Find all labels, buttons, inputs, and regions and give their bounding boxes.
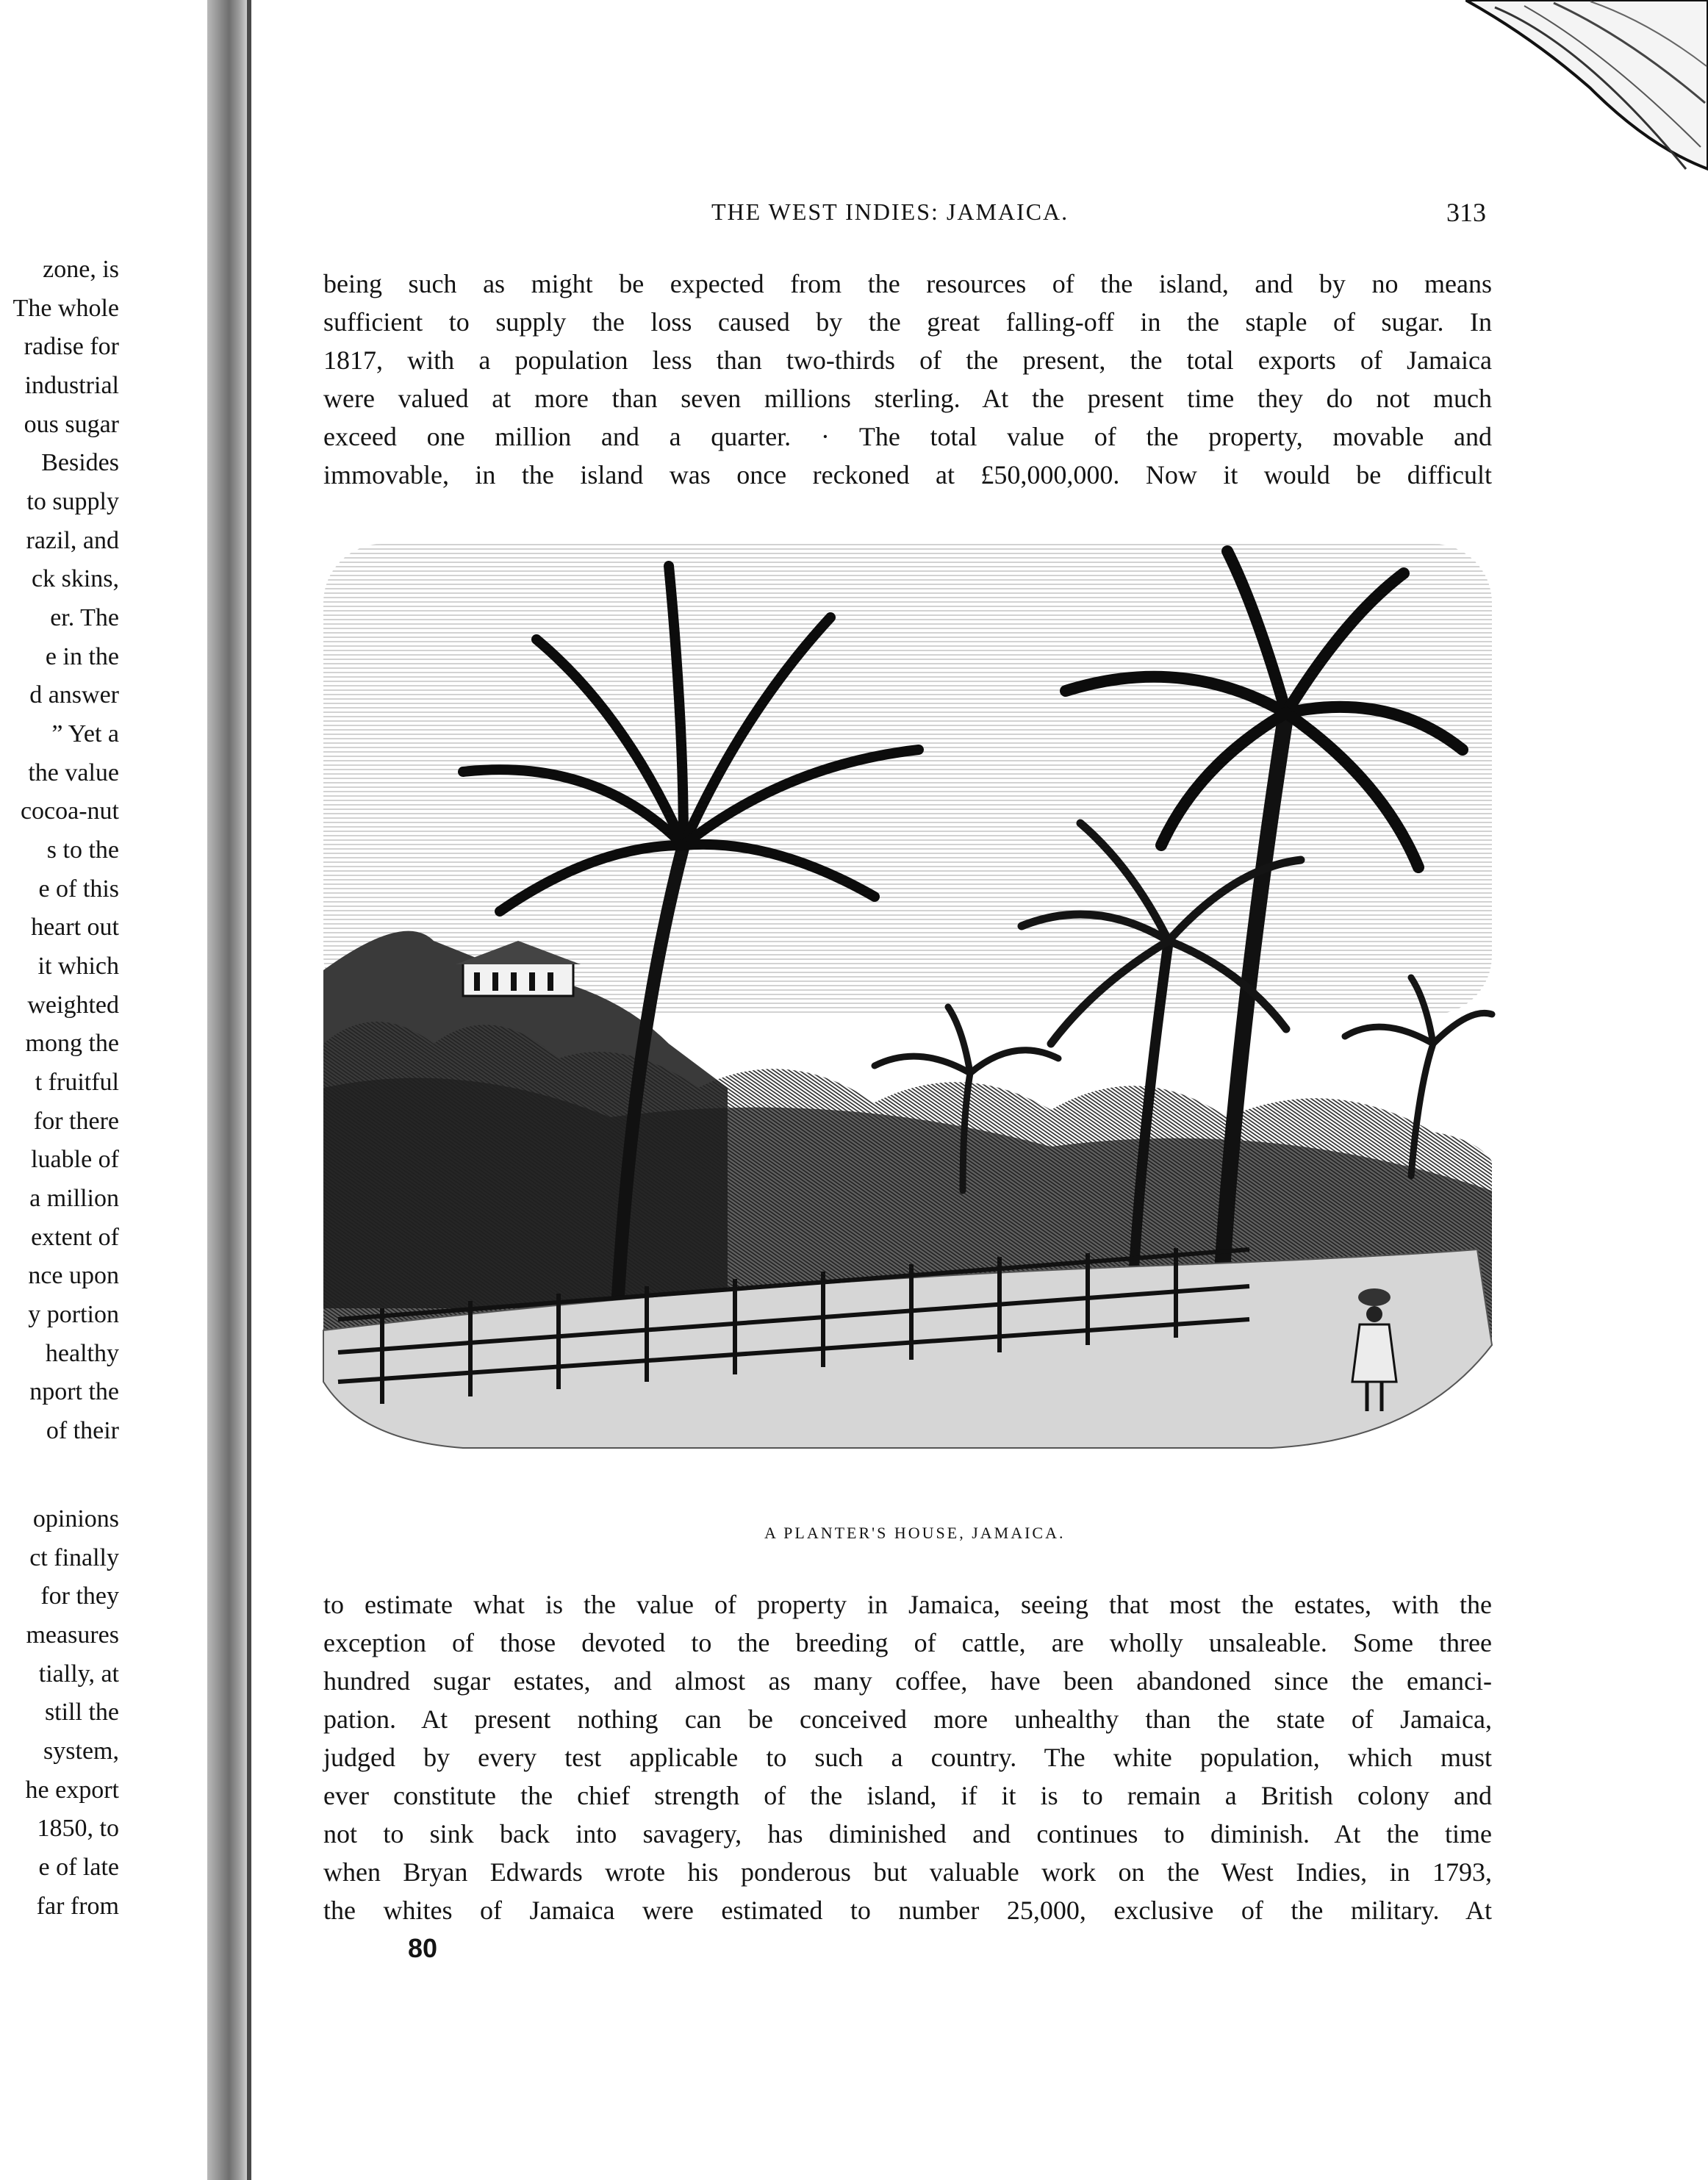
left-page-line: system, [43, 1738, 119, 1765]
figure-caption: A PLANTER'S HOUSE, JAMAICA. [764, 1524, 1066, 1542]
left-page-line: opinions [32, 1505, 119, 1532]
left-page-line: industrial [24, 372, 119, 399]
left-page-line: cocoa-nut [20, 797, 119, 825]
left-page-line: it which [37, 953, 119, 980]
left-page-line: nport the [29, 1378, 119, 1405]
left-page-line: heart out [31, 914, 119, 941]
left-page-line: to supply [26, 488, 119, 515]
left-page-line: a million [29, 1185, 119, 1212]
left-page-line: t fruitful [35, 1069, 119, 1096]
text-line: exception of those devoted to the breeding of cattle, are wholly unsaleable. Some three [323, 1628, 1492, 1657]
running-head: THE WEST INDIES: JAMAICA. [711, 198, 1069, 225]
left-page-line: far from [36, 1893, 119, 1920]
left-page-line: ct finally [29, 1544, 119, 1571]
text-line: hundred sugar estates, and almost as many coffee, have been abandoned since the emanci- [323, 1666, 1492, 1696]
left-page-line: e in the [45, 643, 119, 670]
signature-mark: 80 [408, 1933, 438, 1963]
left-page-line: ” Yet a [51, 720, 119, 747]
left-page-line: ck skins, [32, 565, 119, 592]
left-page-line: y portion [28, 1301, 119, 1328]
left-page-line: Besides [41, 449, 119, 476]
text-line: not to sink back into savagery, has diminished and continues to diminish. At the time [323, 1819, 1492, 1849]
left-page-line: still the [44, 1699, 119, 1726]
page-number: 313 [1446, 198, 1486, 227]
left-page-line: healthy [45, 1340, 119, 1367]
text-line: sufficient to supply the loss caused by the great falling-off in the staple of sugar. In [323, 307, 1492, 337]
left-page-line: radise for [24, 333, 119, 360]
left-page-line: of their [46, 1417, 119, 1444]
left-page-line: zone, is [43, 256, 119, 283]
engraving-illustration [316, 529, 1499, 1485]
left-page-line: luable of [31, 1146, 119, 1173]
left-page-line: razil, and [26, 527, 119, 554]
left-page-line: mong the [25, 1030, 119, 1057]
left-page-line: er. The [50, 604, 119, 631]
text-line: judged by every test applicable to such a country. The white population, which must [323, 1743, 1492, 1772]
folded-corner-decoration [1465, 0, 1708, 191]
left-page-line: for there [33, 1108, 119, 1135]
left-page-line: extent of [31, 1224, 119, 1251]
text-line: the whites of Jamaica were estimated to number 25,000, exclusive of the military. At [323, 1896, 1492, 1925]
text-line: ever constitute the chief strength of the island, if it is to remain a British colony and [323, 1781, 1492, 1810]
text-line: were valued at more than seven millions sterling. At the present time they do not much [323, 384, 1492, 413]
left-page-line: the value [28, 759, 119, 786]
text-line: being such as might be expected from the resources of the island, and by no means [323, 269, 1492, 298]
left-page-fragment [0, 0, 213, 2180]
left-page-line: d answer [29, 681, 119, 709]
left-page-line: e of this [38, 875, 119, 903]
text-line: to estimate what is the value of property in Jamaica, seeing that most the estates, with the [323, 1590, 1492, 1619]
book-gutter [207, 0, 247, 2180]
left-page-line: ous sugar [24, 411, 119, 438]
left-page-line: s to the [46, 836, 119, 864]
left-page-line: The whole [12, 295, 119, 322]
text-line: immovable, in the island was once reckoned at £50,000,000. Now it would be difficult [323, 460, 1492, 490]
text-line: when Bryan Edwards wrote his ponderous but valuable work on the West Indies, in 1793, [323, 1857, 1492, 1887]
left-page-line: he export [25, 1776, 119, 1804]
text-line: 1817, with a population less than two-thirds of the present, the total exports of Jamaica [323, 345, 1492, 375]
text-line: pation. At present nothing can be conceived more unhealthy than the state of Jamaica, [323, 1704, 1492, 1734]
left-page-line: measures [26, 1621, 119, 1649]
left-page-line: weighted [27, 992, 119, 1019]
left-page-line: for they [40, 1582, 119, 1610]
left-page-line: nce upon [28, 1262, 119, 1289]
text-line: exceed one million and a quarter. · The total value of the property, movable and [323, 422, 1492, 451]
left-page-line: tially, at [38, 1660, 119, 1688]
left-page-line: e of late [38, 1854, 119, 1881]
left-page-line: 1850, to [37, 1815, 119, 1842]
